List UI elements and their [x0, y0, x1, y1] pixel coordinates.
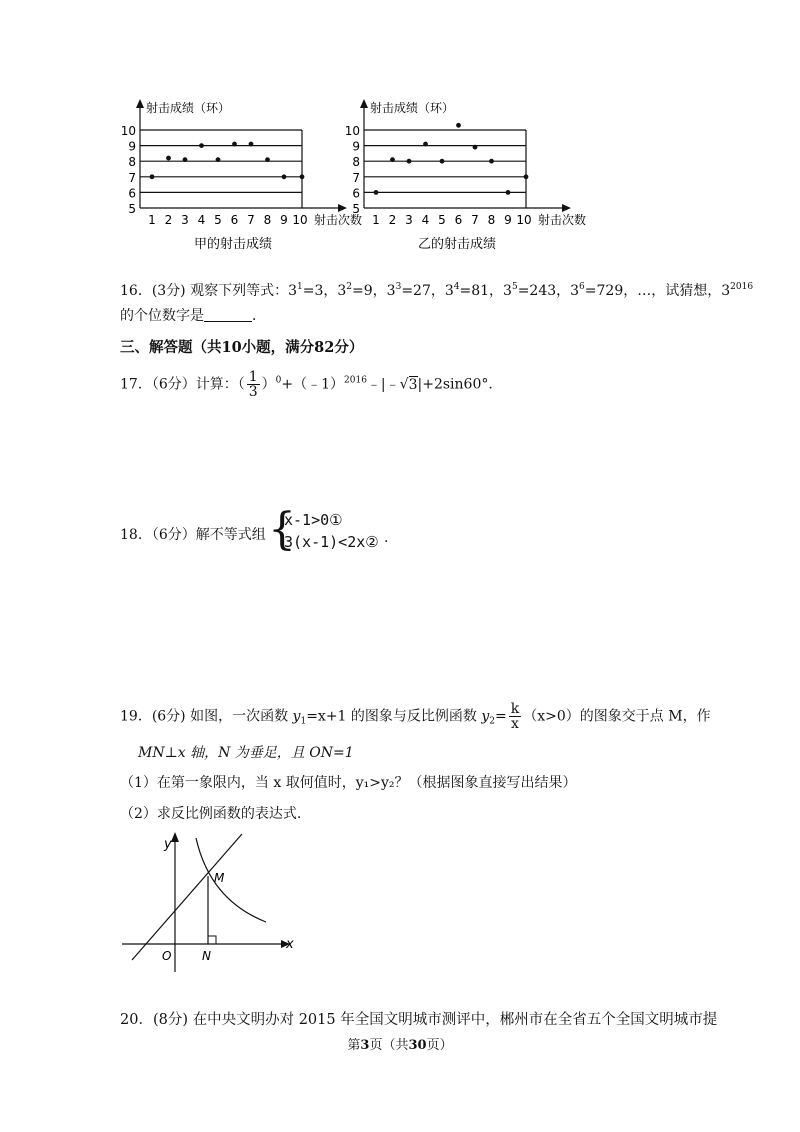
x-tick-label: 10 — [292, 213, 308, 227]
x-tick-label: 8 — [263, 213, 272, 227]
chart-yi — [332, 96, 592, 264]
question-19-part1: （1）在第一象限内，当 x 取何值时，y₁>y₂？（根据图象直接写出结果） — [120, 775, 577, 791]
data-point — [524, 174, 529, 179]
page-footer: 第3页（共30页） — [347, 1038, 453, 1053]
brace-icon: { — [268, 504, 296, 555]
data-point — [473, 145, 478, 150]
y-axis-title: 射击成绩（环） — [146, 101, 231, 115]
data-point — [183, 157, 188, 162]
fraction-one-third: $\frac{1}{3}$ — [248, 369, 258, 400]
data-point — [506, 190, 511, 195]
chart-title: 甲的射击成绩 — [193, 237, 273, 252]
y-tick-label: 9 — [128, 139, 136, 154]
data-point — [265, 157, 270, 162]
x-tick-label: 10 — [516, 213, 532, 227]
answer-blank[interactable] — [204, 307, 252, 322]
x-tick-label: 2 — [388, 213, 397, 227]
x-tick-label: 7 — [247, 213, 255, 227]
y-axis-label: y — [164, 837, 172, 852]
data-point — [456, 123, 461, 128]
x-axis-title: 射击次数 — [538, 213, 587, 227]
x-tick-label: 2 — [164, 213, 173, 227]
x-tick-label: 6 — [230, 213, 239, 227]
y-tick-label: 10 — [120, 124, 136, 138]
y-tick-label: 5 — [352, 202, 360, 216]
x-tick-label: 3 — [405, 213, 413, 227]
x-tick-label: 9 — [504, 213, 512, 227]
x-tick-label: 8 — [487, 213, 496, 227]
data-point — [150, 174, 155, 179]
chart-title: 乙的射击成绩 — [417, 237, 497, 252]
data-point — [423, 142, 428, 147]
y-tick-label: 7 — [352, 170, 360, 185]
y-tick-label: 6 — [128, 186, 136, 201]
y-axis-arrow-icon — [136, 99, 144, 108]
data-point — [390, 157, 395, 162]
right-angle-icon — [208, 936, 216, 944]
question-18: 18．（6分）解不等式组 — [120, 527, 266, 543]
y-tick-label: 8 — [352, 155, 360, 170]
question-16-line2: 的个位数字是 ． — [120, 308, 266, 324]
sqrt-icon: √ — [399, 376, 409, 393]
x-tick-label: 1 — [372, 213, 380, 227]
fraction-k-over-x: $\frac{k}{x}$ — [510, 701, 520, 732]
data-point — [249, 142, 254, 147]
y-axis-title: 射击成绩（环） — [370, 101, 455, 115]
x-tick-label: 3 — [181, 213, 189, 227]
function-graph — [118, 826, 308, 976]
inequality-system: x-1>0① 3(x-1)<2x② — [284, 511, 379, 551]
x-axis-label: x — [286, 937, 294, 952]
question-20: 20．(8分) 在中央文明办对 2015 年全国文明城市测评中，郴州市在全省五个全国文明城市提 — [120, 1012, 718, 1028]
x-tick-label: 5 — [214, 213, 222, 227]
y-tick-label: 6 — [352, 186, 360, 201]
point-n-label: N — [202, 949, 211, 963]
x-axis-title: 射击次数 — [314, 213, 363, 227]
x-tick-label: 6 — [454, 213, 463, 227]
data-point — [199, 143, 204, 148]
x-tick-label: 4 — [197, 213, 206, 227]
x-tick-label: 9 — [280, 213, 288, 227]
y-tick-label: 10 — [344, 124, 360, 138]
y-axis-arrow-icon — [360, 99, 368, 108]
data-point — [374, 190, 379, 195]
y-tick-label: 5 — [128, 202, 136, 216]
question-17: 17．（6分）计算：（ $\frac{1}{3}$ ）$^0$+（﹣1）$^{2016}$﹣|﹣√3|+2sin60°. — [120, 369, 493, 400]
point-m-label: M — [214, 871, 225, 885]
linear-function-line — [132, 834, 242, 960]
data-point — [166, 156, 171, 161]
x-tick-label: 1 — [148, 213, 156, 227]
data-point — [232, 142, 237, 147]
x-tick-label: 7 — [471, 213, 479, 227]
x-tick-label: 4 — [421, 213, 430, 227]
y-axis-arrow-icon — [171, 832, 179, 842]
period: . — [384, 530, 389, 546]
origin-label: O — [162, 949, 172, 963]
data-point — [216, 157, 221, 162]
question-19-part2: （2）求反比例函数的表达式. — [120, 806, 302, 822]
y-tick-label: 8 — [128, 155, 136, 170]
x-tick-label: 5 — [438, 213, 446, 227]
section-heading: 三、解答题（共10小题，满分82分） — [120, 339, 364, 356]
data-point — [407, 159, 412, 164]
question-19: 19．(6分) 如图，一次函数 $y_1=x+1$ 的图象与反比例函数 $y_2=$ $\frac{k}{x}$ （x>0）的图象交于点 M，作 — [120, 701, 711, 732]
inverse-function-curve — [196, 838, 266, 922]
x-axis-arrow-icon — [562, 204, 571, 212]
data-point — [440, 159, 445, 164]
y-tick-label: 9 — [352, 139, 360, 154]
question-19-line2: MN⊥x 轴，N 为垂足，且 ON=1 — [138, 745, 354, 761]
y-tick-label: 7 — [128, 170, 136, 185]
data-point — [282, 174, 287, 179]
data-point — [300, 174, 305, 179]
question-16: 16．(3分) 观察下列等式：$3^1=3$，$3^2=9$，$3^3=27$，$3^4=81$，$3^5=243$，$3^6=729$，…，试猜想，$3^{2016}$ — [120, 282, 754, 299]
data-point — [489, 159, 494, 164]
